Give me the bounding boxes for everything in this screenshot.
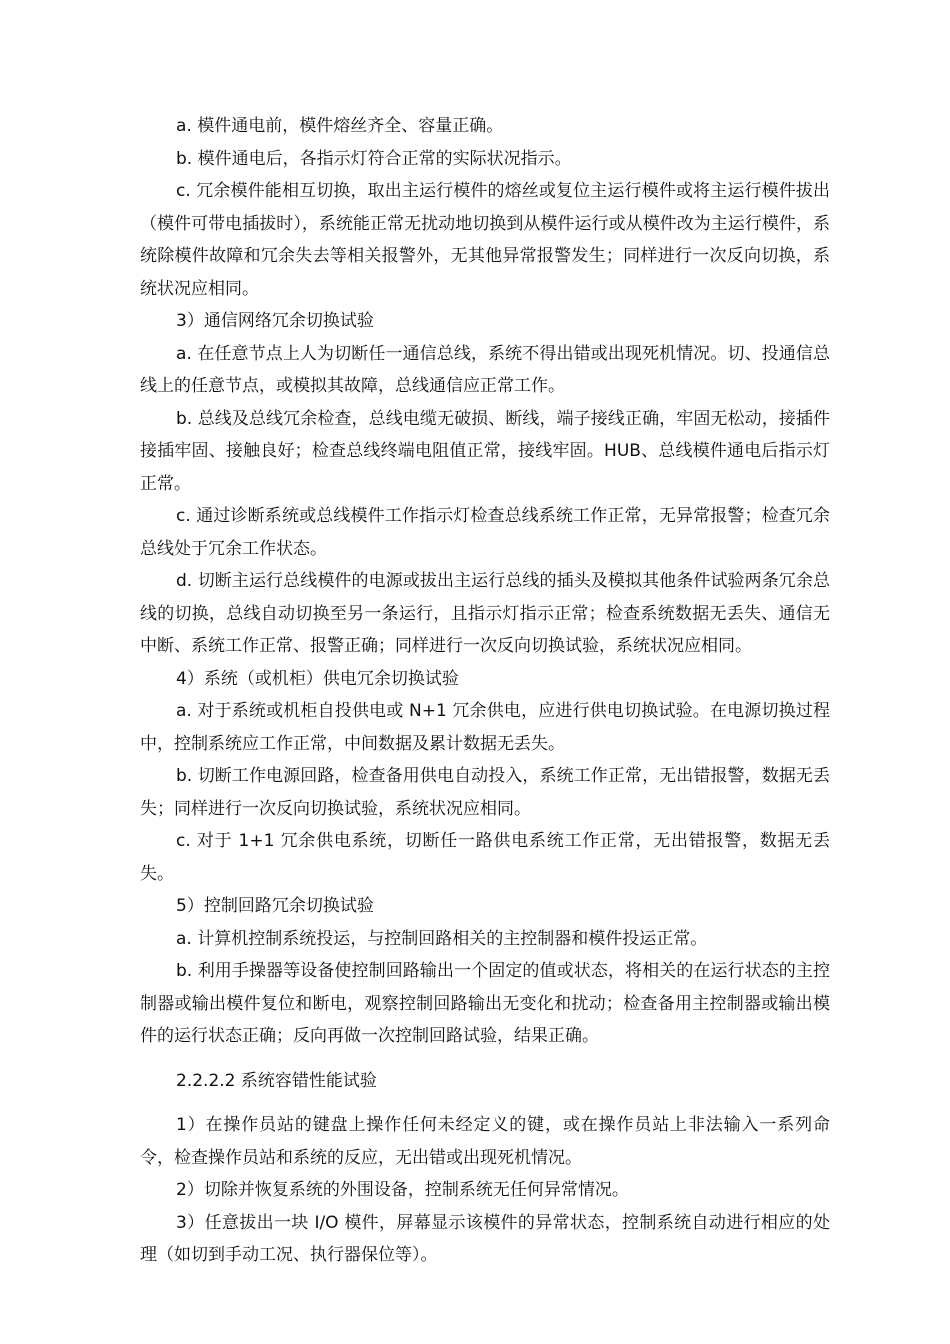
paragraph-redundant-module-switch: c. 冗余模件能相互切换，取出主运行模件的熔丝或复位主运行模件或将主运行模件拔出（模件可带电插拔时），系统能正常无扰动地切换到从模件运行或从模件改为主运行模件，系统除模件故障和冗余失去等相关报警外，无其他异常报警发生；同样进行一次反向切换，系统状况应相同。 [140, 181, 830, 299]
paragraph-control-b: b. 利用手操器等设备使控制回路输出一个固定的值或状态，将相关的在运行状态的主控制器或输出模件复位和断电，观察控制回路输出无变化和扰动；检查备用主控制器或输出模件的运行状态正确；反向再做一次控制回路试验，结果正确。 [140, 961, 830, 1046]
paragraph-module-fuse: a. 模件通电前，模件熔丝齐全、容量正确。 [176, 116, 504, 136]
paragraph-fault-3: 3）任意拔出一块 I/O 模件，屏幕显示该模件的异常状态，控制系统自动进行相应的处理（如切到手动工况、执行器保位等）。 [140, 1212, 830, 1265]
paragraph-network-c: c. 通过诊断系统或总线模件工作指示灯检查总线系统工作正常，无异常报警；检查冗余总线处于冗余工作状态。 [140, 506, 830, 559]
heading-network-redundancy: 3）通信网络冗余切换试验 [176, 311, 374, 331]
paragraph-fault-1: 1）在操作员站的键盘上操作任何未经定义的键，或在操作员站上非法输入一系列命令，检查操作员站和系统的反应，无出错或出现死机情况。 [140, 1115, 830, 1168]
paragraph-power-a: a. 对于系统或机柜自投供电或 N+1 冗余供电，应进行供电切换试验。在电源切换过程中，控制系统应工作正常，中间数据及累计数据无丢失。 [140, 701, 830, 754]
heading-power-redundancy: 4）系统（或机柜）供电冗余切换试验 [176, 668, 459, 689]
paragraph-network-b: b. 总线及总线冗余检查，总线电缆无破损、断线，端子接线正确，牢固无松动，接插件接插牢固、接触良好；检查总线终端电阻值正常，接线牢固。HUB、总线模件通电后指示灯正常。 [140, 408, 830, 494]
paragraph-network-d: d. 切断主运行总线模件的电源或拔出主运行总线的插头及模拟其他条件试验两条冗余总线的切换，总线自动切换至另一条运行，且指示灯指示正常；检查系统数据无丢失、通信无中断、系统工作正常、报警正确；同样进行一次反向切换试验，系统状况应相同。 [140, 571, 830, 656]
paragraph-module-indicators: b. 模件通电后，各指示灯符合正常的实际状况指示。 [176, 148, 572, 169]
paragraph-fault-2: 2）切除并恢复系统的外围设备，控制系统无任何异常情况。 [176, 1180, 629, 1200]
document-body [140, 110, 830, 1272]
section-heading-fault-tolerance: 2.2.2.2 系统容错性能试验 [176, 1070, 377, 1091]
paragraph-power-b: b. 切断工作电源回路，检查备用供电自动投入，系统工作正常，无出错报警，数据无丢失；同样进行一次反向切换试验，系统状况应相同。 [140, 766, 830, 819]
heading-control-loop-redundancy: 5）控制回路冗余切换试验 [176, 896, 374, 916]
paragraph-control-a: a. 计算机控制系统投运，与控制回路相关的主控制器和模件投运正常。 [176, 928, 708, 949]
paragraph-power-c: c. 对于 1+1 冗余供电系统，切断任一路供电系统工作正常，无出错报警，数据无丢失。 [140, 831, 830, 884]
paragraph-network-a: a. 在任意节点上人为切断任一通信总线，系统不得出错或出现死机情况。切、投通信总线上的任意节点，或模拟其故障，总线通信应正常工作。 [140, 343, 830, 396]
